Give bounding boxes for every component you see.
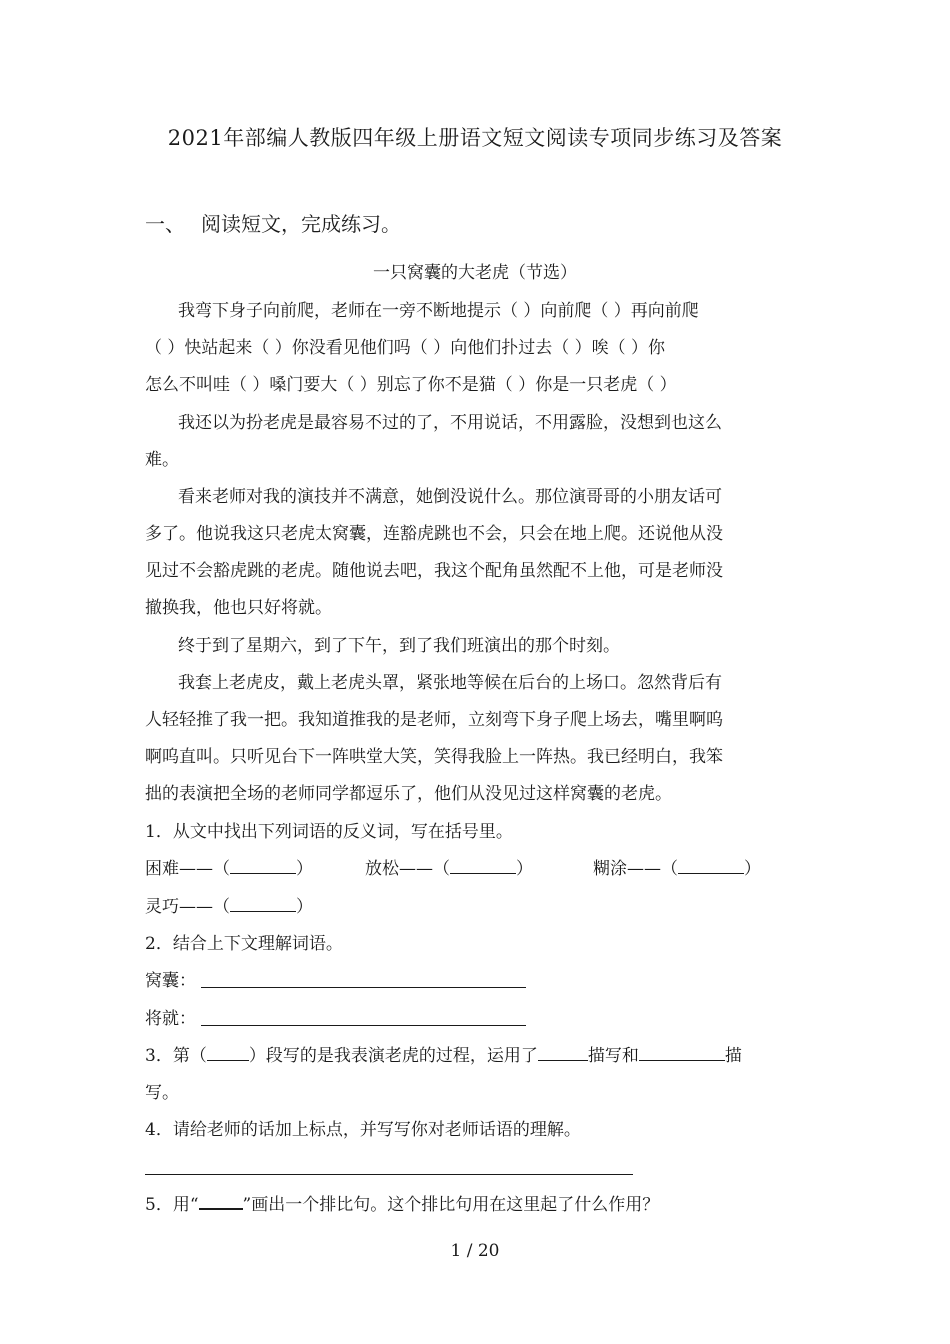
passage-line: 我弯下身子向前爬，老师在一旁不断地提示（ ）向前爬（ ）再向前爬: [178, 301, 699, 321]
passage-line: （ ）快站起来（ ）你没看见他们吗（ ）向他们扑过去（ ）唉（ ）你: [145, 338, 666, 358]
question-5-prompt: [145, 1190, 659, 1215]
question-1-prompt: 1．从文中找出下列词语的反义词，写在括号里。: [145, 822, 513, 842]
underline-sample: [199, 1192, 243, 1210]
question-2-prompt: 2．结合上下文理解词语。: [145, 934, 343, 954]
passage-line: 终于到了星期六，到了下午，到了我们班演出的那个时刻。: [178, 636, 620, 656]
section-heading: [145, 208, 401, 237]
page-number: 1 / 20: [450, 1241, 500, 1261]
passage-line: 难。: [145, 450, 179, 470]
q1-close-paren: ）: [744, 859, 761, 879]
passage-line: 见过不会豁虎跳的老虎。随他说去吧，我这个配角虽然配不上他，可是老师没: [145, 561, 723, 581]
passage-line: 我套上老虎皮，戴上老虎头罩，紧张地等候在后台的上场口。忽然背后有: [178, 673, 722, 693]
answer-line[interactable]: [201, 987, 526, 988]
answer-blank[interactable]: [450, 857, 516, 874]
q5-part: 5．用“: [145, 1195, 199, 1215]
q1-close-paren: ）: [516, 859, 533, 879]
q1-item-4: [145, 892, 313, 917]
passage-line: 啊呜直叫。只听见台下一阵哄堂大笑，笑得我脸上一阵热。我已经明白，我笨: [145, 747, 723, 767]
section-number: 一、: [145, 212, 185, 236]
passage-line: 怎么不叫哇（ ）嗓门要大（ ）别忘了你不是猫（ ）你是一只老虎（ ）: [145, 375, 677, 395]
passage-line: 人轻轻推了我一把。我知道推我的是老师，立刻弯下身子爬上场去，嘴里啊呜: [145, 710, 723, 730]
q1-item-2: [365, 854, 533, 879]
q3-part: 描: [724, 1046, 742, 1066]
q3-continuation: 写。: [145, 1083, 179, 1103]
passage-line: 我还以为扮老虎是最容易不过的了，不用说话，不用露脸，没想到也这么: [178, 413, 722, 433]
q1-item-3: [593, 854, 761, 879]
q2-word-label: 窝囊：: [145, 971, 196, 991]
passage-line: 拙的表演把全场的老师同学都逗乐了，他们从没见过这样窝囊的老虎。: [145, 784, 672, 804]
passage-line: 多了。他说我这只老虎太窝囊，连豁虎跳也不会，只会在地上爬。还说他从没: [145, 524, 723, 544]
q1-item-label: 困难——（: [145, 859, 230, 879]
document-title: 2021年部编人教版四年级上册语文短文阅读专项同步练习及答案: [167, 126, 783, 150]
passage-line: 撤换我，他也只好将就。: [145, 598, 332, 618]
passage-line: 看来老师对我的演技并不满意，她倒没说什么。那位演哥哥的小朋友话可: [178, 487, 722, 507]
q3-part: 3．第（: [145, 1046, 207, 1066]
q3-part: 描写和: [587, 1046, 639, 1066]
answer-blank[interactable]: [207, 1044, 249, 1061]
section-text: 阅读短文，完成练习。: [201, 212, 401, 236]
answer-blank[interactable]: [230, 895, 296, 912]
q2-word-label: 将就：: [145, 1009, 196, 1029]
q1-close-paren: ）: [296, 859, 313, 879]
question-3-prompt: [145, 1041, 742, 1066]
q1-item-label: 放松——（: [365, 859, 450, 879]
answer-line[interactable]: [201, 1025, 526, 1026]
q1-close-paren: ）: [296, 897, 313, 917]
question-4-prompt: 4．请给老师的话加上标点，并写写你对老师话语的理解。: [145, 1120, 581, 1140]
q1-item-1: [145, 854, 313, 879]
answer-blank[interactable]: [678, 857, 744, 874]
passage-title: 一只窝囊的大老虎（节选）: [373, 263, 577, 283]
answer-blank[interactable]: [639, 1044, 725, 1061]
q1-item-label: 灵巧——（: [145, 897, 230, 917]
answer-blank[interactable]: [230, 857, 296, 874]
q1-item-label: 糊涂——（: [593, 859, 678, 879]
q3-part: ）段写的是我表演老虎的过程，运用了: [248, 1046, 538, 1066]
q5-part: ”画出一个排比句。这个排比句用在这里起了什么作用？: [242, 1195, 660, 1215]
answer-blank[interactable]: [538, 1044, 588, 1061]
answer-line[interactable]: [145, 1174, 633, 1175]
